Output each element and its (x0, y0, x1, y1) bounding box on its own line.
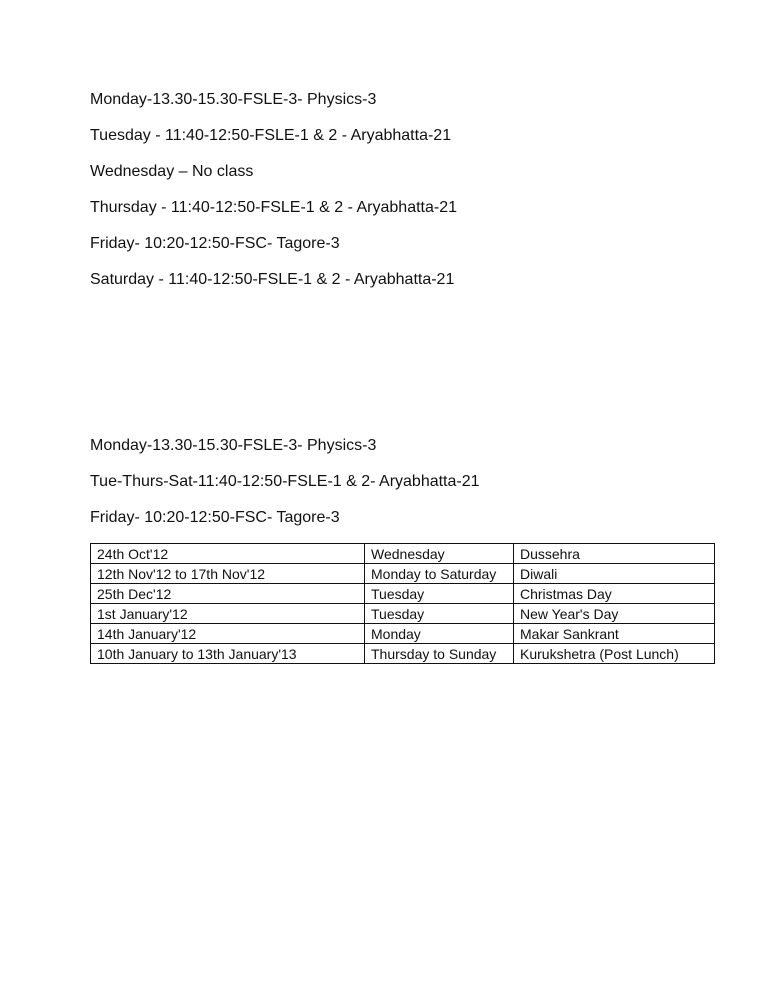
holiday-occasion-cell: Christmas Day (514, 584, 715, 604)
summary-line-friday: Friday- 10:20-12:50-FSC- Tagore-3 (90, 509, 340, 526)
holiday-table (90, 543, 715, 664)
holiday-occasion-cell: Kurukshetra (Post Lunch) (514, 644, 715, 664)
table-row (91, 624, 715, 644)
holiday-date-cell: 12th Nov'12 to 17th Nov'12 (91, 564, 365, 584)
schedule-line-thursday: Thursday - 11:40-12:50-FSLE-1 & 2 - Aryabhatta-21 (90, 199, 458, 216)
holiday-date-cell: 24th Oct'12 (91, 544, 365, 564)
table-row (91, 564, 715, 584)
holiday-date-cell: 14th January'12 (91, 624, 365, 644)
schedule-line-saturday: Saturday - 11:40-12:50-FSLE-1 & 2 - Aryabhatta-21 (90, 271, 455, 288)
schedule-line-tuesday: Tuesday - 11:40-12:50-FSLE-1 & 2 - Aryabhatta-21 (90, 127, 452, 144)
table-row (91, 604, 715, 624)
holiday-occasion-cell: Makar Sankrant (514, 624, 715, 644)
holiday-occasion-cell: New Year's Day (514, 604, 715, 624)
holiday-date-cell: 1st January'12 (91, 604, 365, 624)
schedule-line-monday: Monday-13.30-15.30-FSLE-3- Physics-3 (90, 91, 377, 108)
schedule-line-friday: Friday- 10:20-12:50-FSC- Tagore-3 (90, 235, 340, 252)
table-row (91, 544, 715, 564)
holiday-days-cell: Wednesday (365, 544, 514, 564)
summary-line-tue-thurs-sat: Tue-Thurs-Sat-11:40-12:50-FSLE-1 & 2- Aryabhatta-21 (90, 473, 480, 490)
summary-line-monday: Monday-13.30-15.30-FSLE-3- Physics-3 (90, 437, 377, 454)
holiday-date-cell: 10th January to 13th January'13 (91, 644, 365, 664)
holiday-days-cell: Monday to Saturday (365, 564, 514, 584)
holiday-occasion-cell: Dussehra (514, 544, 715, 564)
holiday-days-cell: Monday (365, 624, 514, 644)
table-row (91, 644, 715, 664)
holiday-date-cell: 25th Dec'12 (91, 584, 365, 604)
holiday-occasion-cell: Diwali (514, 564, 715, 584)
holiday-days-cell: Tuesday (365, 604, 514, 624)
table-row (91, 584, 715, 604)
schedule-line-wednesday: Wednesday – No class (90, 163, 254, 180)
holiday-days-cell: Tuesday (365, 584, 514, 604)
holiday-days-cell: Thursday to Sunday (365, 644, 514, 664)
